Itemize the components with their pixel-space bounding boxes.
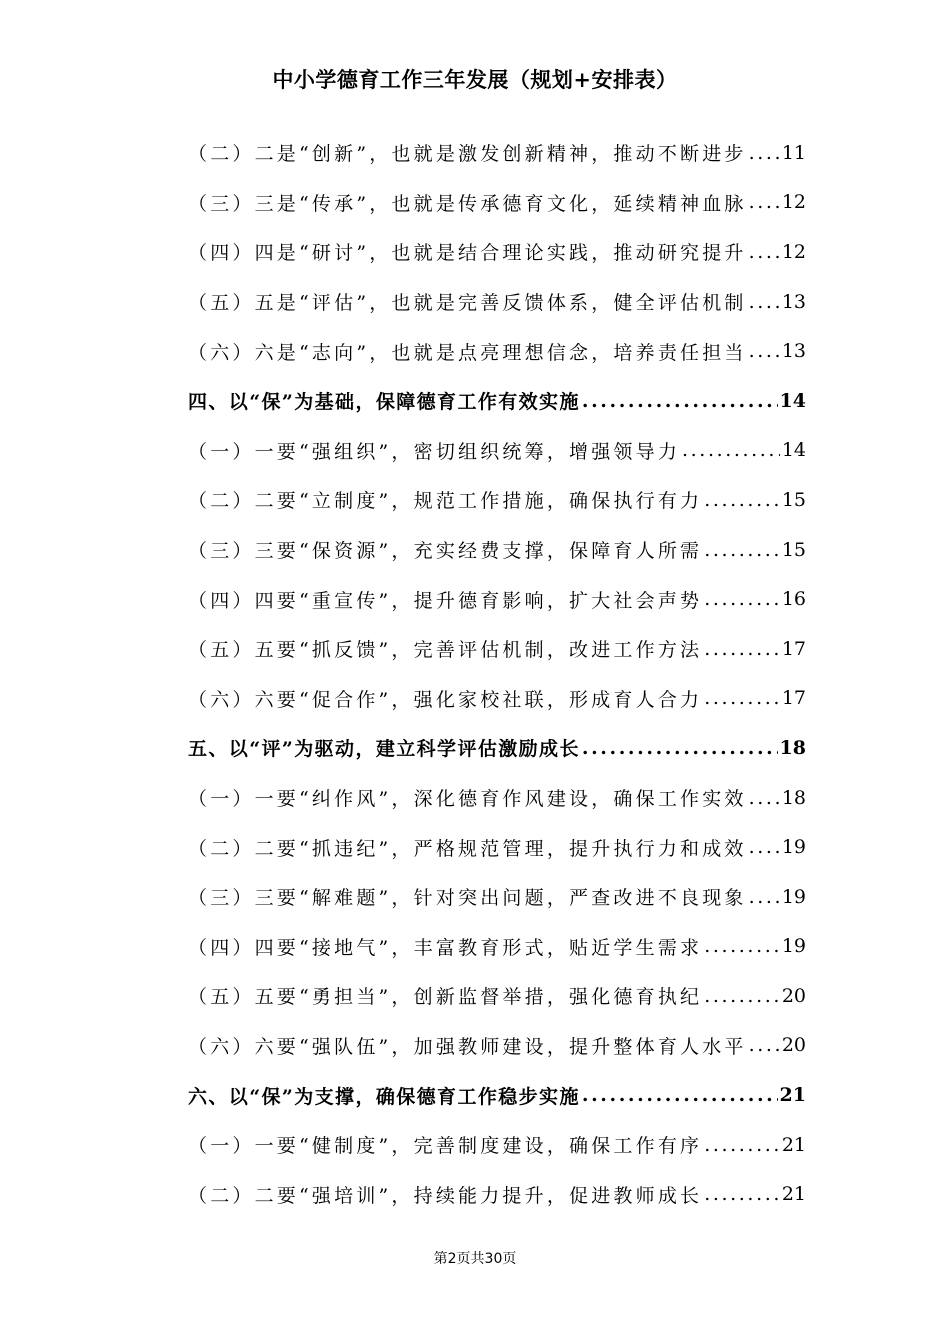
toc-entry-page: 21 (781, 1133, 806, 1156)
toc-entry-page: 18 (781, 786, 806, 809)
toc-entry-page: 20 (781, 984, 806, 1007)
toc-entry[interactable] (188, 1120, 806, 1170)
toc-entry-page: 16 (781, 588, 806, 611)
toc-entry-text: （六）六是“志向”，也就是点亮理想信念，培养责任担当 (188, 341, 747, 364)
toc-leader-dots (749, 836, 780, 858)
toc-entry-page: 17 (781, 637, 806, 660)
toc-entry-page: 21 (781, 1183, 806, 1206)
toc-entry-text: （二）二要“强培训”，持续能力提升，促进教师成长 (188, 1184, 703, 1207)
toc-entry[interactable] (188, 128, 806, 178)
toc-leader-dots (749, 142, 780, 164)
toc-entry-page: 15 (781, 488, 806, 511)
document-title: 中小学德育工作三年发展（规划+安排表） (272, 67, 678, 92)
toc-entry-text: （一）一要“健制度”，完善制度建设，确保工作有序 (188, 1135, 703, 1158)
toc-entry-page: 20 (781, 1034, 806, 1057)
toc-entry-page: 21 (779, 1084, 806, 1107)
toc-entry-text: （三）三要“解难题”，针对突出问题，严查改进不良现象 (188, 887, 747, 910)
toc-entry-text: （四）四要“接地气”，丰富教育形式，贴近学生需求 (188, 936, 703, 959)
toc-entry[interactable] (188, 1169, 806, 1219)
page-number-footer: 第2页共30页 (433, 1251, 517, 1267)
toc-entry[interactable] (188, 326, 806, 376)
toc-entry[interactable] (188, 674, 806, 724)
toc-entry-text: （四）四是“研讨”，也就是结合理论实践，推动研究提升 (188, 242, 747, 265)
toc-leader-dots (704, 687, 780, 709)
toc-entry-page: 19 (781, 836, 806, 859)
toc-leader-dots (749, 291, 780, 313)
toc-leader-dots (749, 886, 780, 908)
toc-entry[interactable] (188, 773, 806, 823)
toc-entry-text: （三）三是“传承”，也就是传承德育文化，延续精神血脉 (188, 192, 747, 215)
toc-entry-page: 14 (779, 389, 806, 412)
toc-entry-text: （一）一要“纠作风”，深化德育作风建设，确保工作实效 (188, 788, 747, 811)
toc-entry-text: （三）三要“保资源”，充实经费支撑，保障育人所需 (188, 540, 703, 563)
toc-entry-page: 13 (781, 290, 806, 313)
toc-entry-page: 15 (781, 538, 806, 561)
table-of-contents (188, 128, 806, 1219)
toc-entry[interactable] (188, 822, 806, 872)
toc-entry-page: 11 (781, 141, 806, 164)
toc-section-heading[interactable] (188, 723, 806, 773)
toc-entry[interactable] (188, 922, 806, 972)
toc-entry-text: （五）五要“抓反馈”，完善评估机制，改进工作方法 (188, 639, 703, 662)
toc-leader-dots (749, 241, 780, 263)
toc-entry-page: 12 (781, 191, 806, 214)
toc-entry-text: （五）五是“评估”，也就是完善反馈体系，健全评估机制 (188, 292, 747, 315)
toc-entry-page: 17 (781, 687, 806, 710)
toc-entry-page: 19 (781, 885, 806, 908)
toc-section-heading[interactable] (188, 1070, 806, 1120)
toc-entry-page: 19 (781, 935, 806, 958)
toc-leader-dots (704, 588, 780, 610)
toc-entry-text: （四）四要“重宣传”，提升德育影响，扩大社会声势 (188, 589, 703, 612)
toc-entry[interactable] (188, 971, 806, 1021)
toc-entry[interactable] (188, 1021, 806, 1071)
toc-entry-text: （一）一要“强组织”，密切组织统筹，增强领导力 (188, 440, 681, 463)
toc-leader-dots (749, 787, 780, 809)
toc-entry-text: （二）二要“立制度”，规范工作措施，确保执行有力 (188, 490, 703, 513)
toc-entry-text: （二）二要“抓违纪”，严格规范管理，提升执行力和成效 (188, 837, 747, 860)
toc-leader-dots (749, 340, 780, 362)
toc-leader-dots (749, 1034, 780, 1056)
toc-entry[interactable] (188, 178, 806, 228)
toc-entry-text: （六）六要“强队伍”，加强教师建设，提升整体育人水平 (188, 1035, 747, 1058)
toc-leader-dots (704, 985, 780, 1007)
toc-leader-dots (704, 489, 780, 511)
toc-leader-dots (704, 935, 780, 957)
toc-entry[interactable] (188, 574, 806, 624)
toc-leader-dots (704, 638, 780, 660)
toc-leader-dots (582, 737, 778, 759)
toc-leader-dots (582, 1084, 778, 1106)
toc-entry-text: （六）六要“促合作”，强化家校社联，形成育人合力 (188, 688, 703, 711)
toc-leader-dots (704, 539, 780, 561)
toc-entry-text: （二）二是“创新”，也就是激发创新精神，推动不断进步 (188, 143, 747, 166)
toc-entry[interactable] (188, 872, 806, 922)
toc-leader-dots (704, 1183, 780, 1205)
toc-entry-page: 12 (781, 240, 806, 263)
toc-entry[interactable] (188, 227, 806, 277)
toc-entry-text: 五、以“评”为驱动，建立科学评估激励成长 (188, 738, 580, 761)
toc-entry-page: 13 (781, 340, 806, 363)
toc-leader-dots (704, 1134, 780, 1156)
toc-leader-dots (749, 191, 780, 213)
toc-entry[interactable] (188, 624, 806, 674)
toc-entry[interactable] (188, 277, 806, 327)
toc-entry-text: 六、以“保”为支撑，确保德育工作稳步实施 (188, 1085, 580, 1108)
toc-entry[interactable] (188, 475, 806, 525)
toc-section-heading[interactable] (188, 376, 806, 426)
toc-entry-text: （五）五要“勇担当”，创新监督举措，强化德育执纪 (188, 986, 703, 1009)
toc-leader-dots (582, 390, 778, 412)
toc-entry-page: 18 (779, 736, 806, 759)
toc-entry-page: 14 (781, 439, 806, 462)
toc-entry[interactable] (188, 525, 806, 575)
toc-entry-text: 四、以“保”为基础，保障德育工作有效实施 (188, 391, 580, 414)
toc-leader-dots (682, 439, 780, 461)
toc-entry[interactable] (188, 426, 806, 476)
